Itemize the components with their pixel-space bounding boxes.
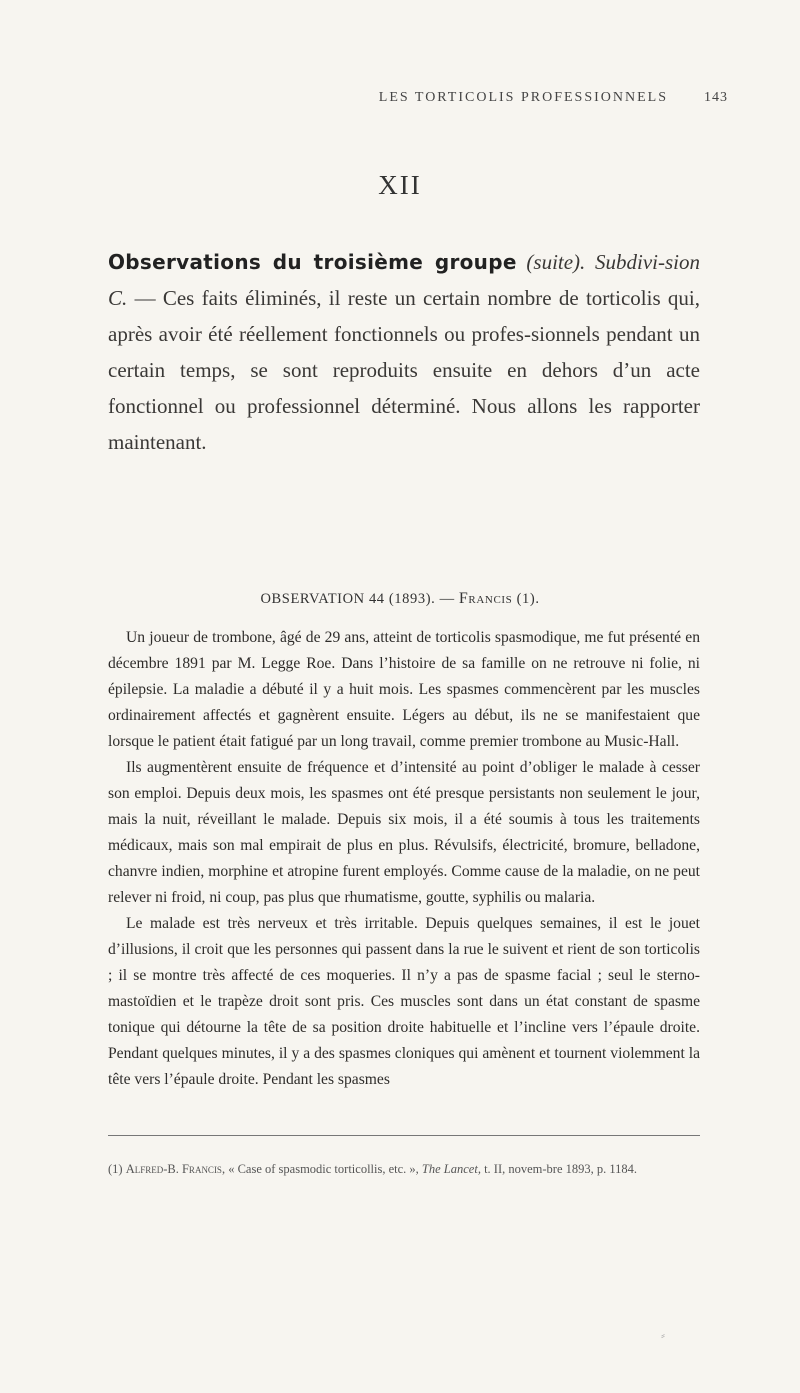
body-paragraph: Ils augmentèrent ensuite de fréquence et d’intensité au point d’obliger le malade à cesser son emploi. Depuis deux mois, les spasmes ont été presque persistants non seulement le jour, mais la nuit, réveillant le malade. Depuis six mois, il a été soumis à tous les traitements médicaux, mais son mal empirait de plus en plus. Révulsifs, électricité, bromure, belladone, chanvre indien, morphine et atropine furent employés. Comme cause de la maladie, on ne peut relever ni froid, ni coup, pas plus que rhumatisme, goutte, syphilis ou malaria. xyxy=(108,759,700,906)
footnote-author: Alfred-B. Francis, xyxy=(125,1162,226,1176)
running-title: LES TORTICOLIS PROFESSIONNELS xyxy=(378,90,668,105)
observation-heading xyxy=(0,590,800,608)
observation-title: OBSERVATION 44 (1893). — xyxy=(260,591,455,607)
footnote-journal: The Lancet, xyxy=(421,1162,481,1176)
page-number: 143 xyxy=(704,90,728,105)
stray-mark: ⸗ xyxy=(661,1328,665,1342)
section-title: Observations du troisième groupe xyxy=(108,250,517,274)
observation-author: Francis xyxy=(458,590,513,607)
footnote-divider xyxy=(108,1135,700,1136)
footnote-marker: (1) xyxy=(108,1162,123,1176)
observation-ref: (1). xyxy=(516,591,540,607)
section-suite: (suite). xyxy=(526,250,586,274)
subdivision-label: Subdivi-sion C. xyxy=(108,250,701,310)
observation-body xyxy=(108,625,700,1093)
lead-paragraph xyxy=(108,244,700,460)
body-paragraph: Le malade est très nerveux et très irritable. Depuis quelques semaines, il est le jouet d’illusions, il croit que les personnes qui passent dans la rue le suivent et rient de son torticolis ; il se montre très affecté de ces moqueries. Il n’y a pas de spasme facial ; seul le sterno-mastoïdien et le trapèze droit sont pris. Ces muscles sont dans un état constant de spasme tonique qui détourne la tête de sa position droite habituelle et l’incline vers l’épaule droite. Pendant quelques minutes, il y a des spasmes cloniques qui amènent et tournent violemment la tête vers l’épaule droite. Pendant les spasmes xyxy=(108,915,700,1088)
footnote-text-before: « Case of spasmodic torticollis, etc. », xyxy=(228,1162,419,1176)
chapter-number: XII xyxy=(378,170,422,200)
footnote xyxy=(108,1160,700,1179)
body-paragraph: Un joueur de trombone, âgé de 29 ans, atteint de torticolis spasmodique, me fut présenté en décembre 1891 par M. Legge Roe. Dans l’histoire de sa famille on ne retrouve ni folie, ni épilepsie. La maladie a débuté il y a huit mois. Les spasmes commencèrent par les muscles ordinairement affectés et gagnèrent ensuite. Légers au début, ils ne se manifestaient que lorsque le patient était fatigué par un long travail, comme premier trombone au Music-Hall. xyxy=(108,629,700,750)
lead-text: — Ces faits éliminés, il reste un certain nombre de torticolis qui, après avoir été réellement fonctionnels ou profes-sionnels pendant un certain temps, se sont reproduits ensuite en dehors d’un acte fonctionnel ou professionnel déterminé. Nous allons les rapporter maintenant. xyxy=(108,286,700,454)
footnote-text-after: t. II, novem-bre 1893, p. 1184. xyxy=(484,1162,638,1176)
